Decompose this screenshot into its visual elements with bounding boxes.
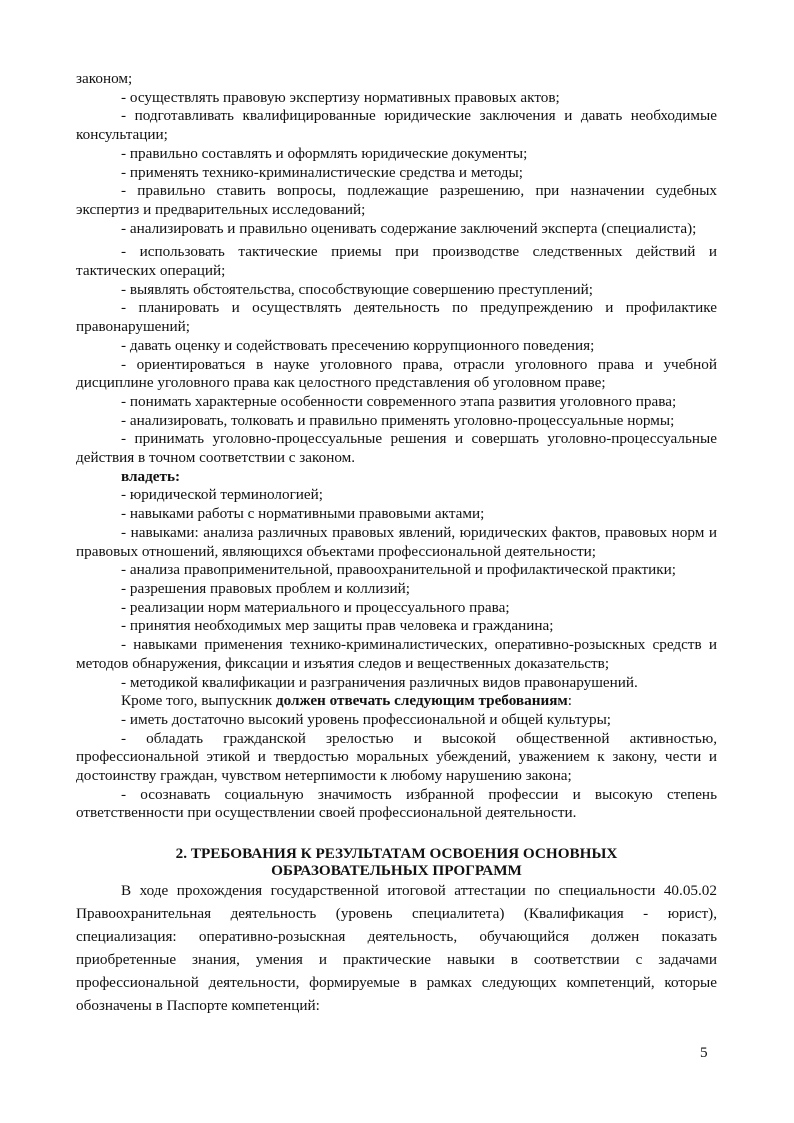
- requirement-item: - обладать гражданской зрелостью и высокой общественной активностью, профессиональной этикой и твердостью моральных убеждений, уважением к закону, чести и достоинству граждан, чувством нетерпимости к любому нарушению закона;: [76, 729, 717, 785]
- document-page: [76, 70, 717, 1017]
- skill-item: - правильно ставить вопросы, подлежащие разрешению, при назначении судебных экспертиз и предварительных исследований;: [76, 182, 717, 218]
- skill-item: - анализировать и правильно оценивать содержание заключений эксперта (специалиста);: [121, 219, 697, 237]
- skill-item: - давать оценку и содействовать пресечению коррупционного поведения;: [121, 336, 595, 354]
- requirements-intro: [76, 692, 717, 711]
- page-number: 5: [700, 1044, 708, 1061]
- skill-item: - анализировать, толковать и правильно применять уголовно-процессуальные нормы;: [121, 411, 675, 429]
- requirements-intro-prefix: Кроме того, выпускник: [121, 692, 276, 710]
- possess-heading: владеть:: [121, 467, 181, 485]
- possess-item: - реализации норм материального и процессуального права;: [121, 598, 510, 616]
- requirements-intro-bold: должен отвечать следующим требованиям: [275, 692, 568, 710]
- requirement-item: - осознавать социальную значимость избранной профессии и высокую степень ответственности при осуществлении своей профессиональной деятельности.: [76, 785, 717, 822]
- possess-item: - юридической терминологией;: [121, 486, 324, 504]
- possess-item: - навыками применения технико-криминалистических, оперативно-розыскных средств и методов обнаружения, фиксации и изъятия следов и вещественных доказательств;: [76, 636, 717, 672]
- section-body: В ходе прохождения государственной итоговой аттестации по специальности 40.05.02 Правоохранительная деятельность (уровень специалитета) (Квалификация - юрист), специализация: оперативно-розыскная деятельность, обучающийся должен показать приобретенные знания, умения и практические навыки в соответствии с задачами профессиональной деятельности, формируемые в рамках следующих компетенций, которые обозначены в Паспорте компетенций:: [76, 882, 717, 1015]
- skill-item: - ориентироваться в науке уголовного права, отрасли уголовного права и учебной дисциплине уголовного права как целостного представления об уголовном праве;: [76, 355, 717, 392]
- possess-item: - навыками работы с нормативными правовыми актами;: [121, 505, 485, 523]
- skill-item: - осуществлять правовую экспертизу нормативных правовых актов;: [121, 88, 560, 106]
- skill-item: - использовать тактические приемы при производстве следственных действий и тактических операций;: [76, 243, 717, 280]
- possess-item: - навыками: анализа различных правовых явлений, юридических фактов, правовых норм и правовых отношений, являющихся объектами профессиональной деятельности;: [76, 523, 717, 560]
- section-title-line2: ОБРАЗОВАТЕЛЬНЫХ ПРОГРАММ: [271, 862, 522, 880]
- possess-item: - методикой квалификации и разграничения различных видов правонарушений.: [121, 673, 638, 691]
- section-title: [76, 845, 717, 879]
- possess-item: - анализа правоприменительной, правоохранительной и профилактической практики;: [121, 561, 677, 579]
- intro-fragment: законом;: [76, 70, 133, 87]
- skill-item: - принимать уголовно-процессуальные решения и совершать уголовно-процессуальные действия в точном соответствии с законом.: [76, 430, 717, 467]
- skill-item: - подготавливать квалифицированные юридические заключения и давать необходимые консультации;: [76, 107, 717, 144]
- possess-item: - разрешения правовых проблем и коллизий;: [121, 579, 410, 597]
- skill-item: - выявлять обстоятельства, способствующие совершению преступлений;: [121, 280, 593, 298]
- requirements-intro-suffix: :: [567, 692, 573, 710]
- skill-item: - планировать и осуществлять деятельность по предупреждению и профилактике правонарушений;: [76, 299, 717, 336]
- possess-item: - принятия необходимых мер защиты прав человека и гражданина;: [121, 617, 554, 635]
- section-title-line1: 2. ТРЕБОВАНИЯ К РЕЗУЛЬТАТАМ ОСВОЕНИЯ ОСНОВНЫХ: [175, 845, 618, 863]
- skill-item: - правильно составлять и оформлять юридические документы;: [121, 144, 528, 162]
- skill-item: - понимать характерные особенности современного этапа развития уголовного права;: [121, 392, 677, 410]
- requirement-item: - иметь достаточно высокий уровень профессиональной и общей культуры;: [121, 710, 611, 728]
- skill-item: - применять технико-криминалистические средства и методы;: [121, 163, 523, 181]
